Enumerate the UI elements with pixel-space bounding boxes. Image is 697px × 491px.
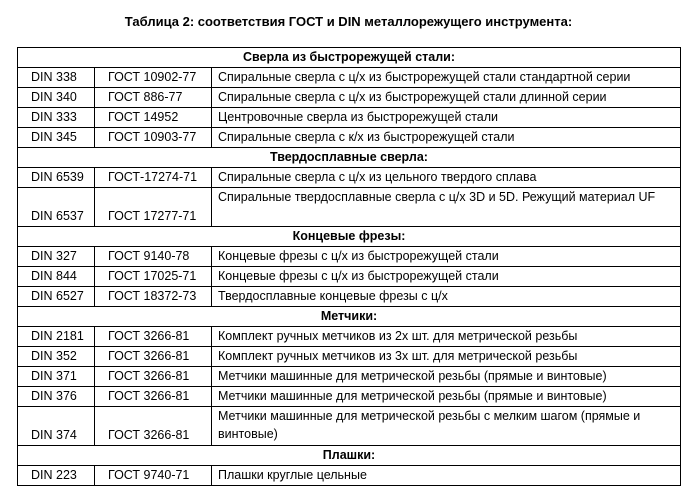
din-cell: DIN 340	[18, 88, 95, 108]
table-row	[18, 68, 681, 88]
gost-cell: ГОСТ 3266-81	[95, 387, 212, 407]
table-row	[18, 168, 681, 188]
section-header: Твердосплавные сверла:	[18, 148, 681, 168]
din-cell: DIN 374	[18, 407, 95, 446]
table-row	[18, 387, 681, 407]
section-header-row	[18, 48, 681, 68]
table-row	[18, 367, 681, 387]
table-row	[18, 247, 681, 267]
description-cell: Спиральные сверла с ц/х из быстрорежущей стали длинной серии	[212, 88, 681, 108]
description-cell: Комплект ручных метчиков из 2х шт. для метрической резьбы	[212, 327, 681, 347]
din-cell: DIN 376	[18, 387, 95, 407]
gost-cell: ГОСТ 3266-81	[95, 327, 212, 347]
gost-cell: ГОСТ 10903-77	[95, 128, 212, 148]
table-row	[18, 267, 681, 287]
gost-cell: ГОСТ 886-77	[95, 88, 212, 108]
gost-cell: ГОСТ 3266-81	[95, 347, 212, 367]
description-cell: Концевые фрезы с ц/х из быстрорежущей стали	[212, 267, 681, 287]
din-gost-table	[17, 47, 681, 486]
din-cell: DIN 327	[18, 247, 95, 267]
table-row	[18, 287, 681, 307]
din-cell: DIN 371	[18, 367, 95, 387]
gost-cell: ГОСТ 10902-77	[95, 68, 212, 88]
section-header: Метчики:	[18, 307, 681, 327]
gost-cell: ГОСТ 9740-71	[95, 466, 212, 486]
description-cell: Метчики машинные для метрической резьбы (прямые и винтовые)	[212, 367, 681, 387]
section-header-row	[18, 307, 681, 327]
din-cell: DIN 6537	[18, 188, 95, 227]
description-cell: Плашки круглые цельные	[212, 466, 681, 486]
gost-cell: ГОСТ 14952	[95, 108, 212, 128]
description-cell: Комплект ручных метчиков из 3х шт. для метрической резьбы	[212, 347, 681, 367]
description-cell: Спиральные сверла с ц/х из быстрорежущей стали стандартной серии	[212, 68, 681, 88]
description-cell: Центровочные сверла из быстрорежущей стали	[212, 108, 681, 128]
section-header-row	[18, 148, 681, 168]
gost-cell: ГОСТ 3266-81	[95, 367, 212, 387]
din-cell: DIN 2181	[18, 327, 95, 347]
section-header: Плашки:	[18, 446, 681, 466]
din-cell: DIN 333	[18, 108, 95, 128]
description-cell: Метчики машинные для метрической резьбы с мелким шагом (прямые и винтовые)	[212, 407, 681, 446]
gost-cell: ГОСТ-17274-71	[95, 168, 212, 188]
description-cell: Метчики машинные для метрической резьбы (прямые и винтовые)	[212, 387, 681, 407]
gost-cell: ГОСТ 3266-81	[95, 407, 212, 446]
gost-cell: ГОСТ 9140-78	[95, 247, 212, 267]
section-header-row	[18, 227, 681, 247]
table-row	[18, 327, 681, 347]
table-row	[18, 188, 681, 227]
din-cell: DIN 6539	[18, 168, 95, 188]
section-header: Сверла из быстрорежущей стали:	[18, 48, 681, 68]
description-cell: Спиральные твердосплавные сверла с ц/х 3D и 5D. Режущий материал UF	[212, 188, 681, 227]
din-cell: DIN 338	[18, 68, 95, 88]
description-cell: Спиральные сверла с ц/х из цельного твердого сплава	[212, 168, 681, 188]
din-cell: DIN 345	[18, 128, 95, 148]
table-row	[18, 466, 681, 486]
section-header: Концевые фрезы:	[18, 227, 681, 247]
table-row	[18, 128, 681, 148]
din-cell: DIN 223	[18, 466, 95, 486]
description-cell: Концевые фрезы с ц/х из быстрорежущей стали	[212, 247, 681, 267]
description-cell: Твердосплавные концевые фрезы с ц/х	[212, 287, 681, 307]
table-row	[18, 108, 681, 128]
gost-cell: ГОСТ 18372-73	[95, 287, 212, 307]
table-row	[18, 347, 681, 367]
din-cell: DIN 844	[18, 267, 95, 287]
table-row	[18, 88, 681, 108]
section-header-row	[18, 446, 681, 466]
description-cell: Спиральные сверла с к/х из быстрорежущей стали	[212, 128, 681, 148]
gost-cell: ГОСТ 17025-71	[95, 267, 212, 287]
table-title: Таблица 2: соответствия ГОСТ и DIN металлорежущего инструмента:	[124, 14, 573, 29]
din-cell: DIN 6527	[18, 287, 95, 307]
table-row	[18, 407, 681, 446]
din-cell: DIN 352	[18, 347, 95, 367]
gost-cell: ГОСТ 17277-71	[95, 188, 212, 227]
